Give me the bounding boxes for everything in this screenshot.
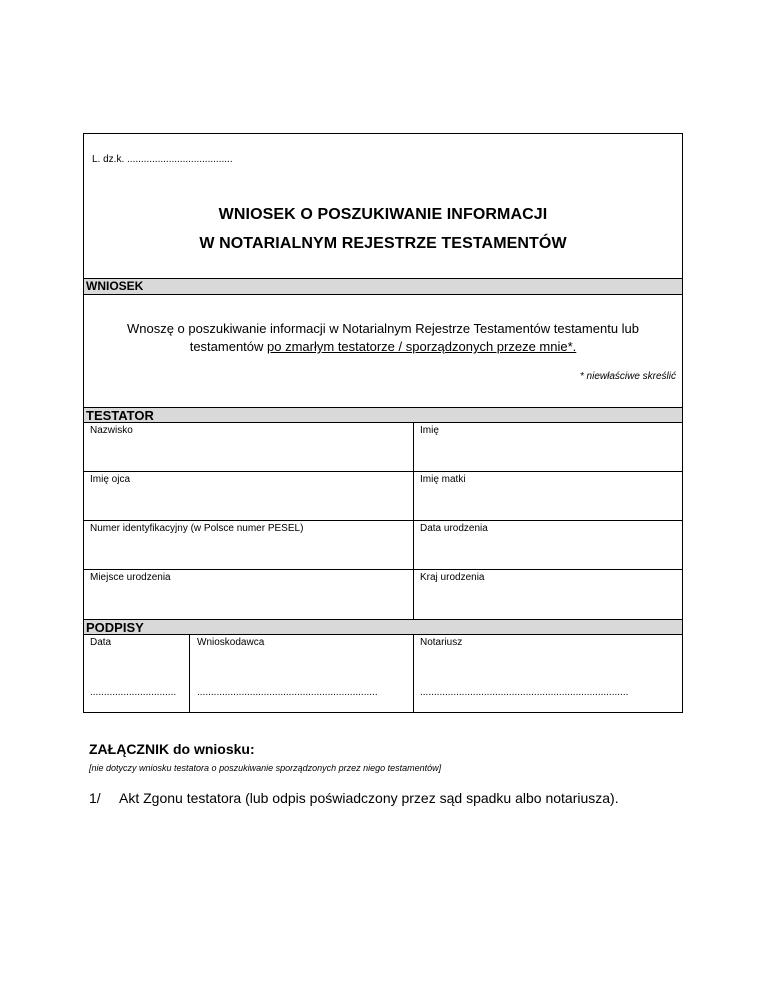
- attachment-title: ZAŁĄCZNIK do wniosku:: [89, 741, 255, 757]
- reference-number: L. dz.k. ......................................: [92, 154, 233, 165]
- request-text-line2: [84, 338, 682, 356]
- application-form: [83, 133, 683, 713]
- field-mother-name[interactable]: Imię matki: [420, 474, 466, 485]
- field-id-number[interactable]: Numer identyfikacyjny (w Polsce numer PESEL): [90, 523, 304, 534]
- signature-date-line[interactable]: ...............................: [90, 687, 177, 698]
- section-header-testator: TESTATOR: [84, 407, 682, 423]
- form-title-line1: WNIOSEK O POSZUKIWANIE INFORMACJI: [218, 206, 548, 223]
- signature-column-divider: [413, 634, 414, 712]
- section-header-wniosek: WNIOSEK: [84, 278, 682, 295]
- request-option-strikeable[interactable]: po zmarłym testatorze / sporządzonych przeze mnie*.: [267, 339, 577, 354]
- form-title-line2: W NOTARIALNYM REJESTRZE TESTAMENTÓW: [199, 235, 567, 252]
- testator-row-divider: [84, 569, 682, 570]
- field-surname[interactable]: Nazwisko: [90, 425, 133, 436]
- strike-note: * niewłaściwe skreślić: [579, 371, 676, 382]
- attachment-item-number: 1/: [89, 790, 101, 806]
- section-header-podpisy: PODPISY: [84, 619, 682, 635]
- field-birth-date[interactable]: Data urodzenia: [420, 523, 488, 534]
- testator-row-divider: [84, 520, 682, 521]
- signature-applicant-label: Wnioskodawca: [197, 637, 265, 648]
- attachment-item-text: Akt Zgonu testatora (lub odpis poświadczony przez sąd spadku albo notariusza).: [119, 790, 619, 806]
- signature-date-label: Data: [90, 637, 112, 648]
- signature-applicant-line[interactable]: .................................................................: [197, 687, 378, 698]
- field-first-name[interactable]: Imię: [420, 425, 439, 436]
- attachment-item: [89, 790, 619, 806]
- signature-notary-line[interactable]: ...........................................................................: [420, 687, 629, 698]
- testator-row-divider: [84, 471, 682, 472]
- request-text: [84, 320, 682, 356]
- request-text-line1: Wnoszę o poszukiwanie informacji w Notarialnym Rejestrze Testamentów testamentu lub: [126, 321, 640, 336]
- field-birth-country[interactable]: Kraj urodzenia: [420, 572, 485, 583]
- request-text-plain: testamentów: [189, 339, 268, 354]
- field-father-name[interactable]: Imię ojca: [90, 474, 131, 485]
- attachment-note: [nie dotyczy wniosku testatora o poszukiwanie sporządzonych przez niego testamentów]: [89, 763, 442, 773]
- field-birth-place[interactable]: Miejsce urodzenia: [90, 572, 171, 583]
- signature-notary-label: Notariusz: [420, 637, 463, 648]
- signature-column-divider: [189, 634, 190, 712]
